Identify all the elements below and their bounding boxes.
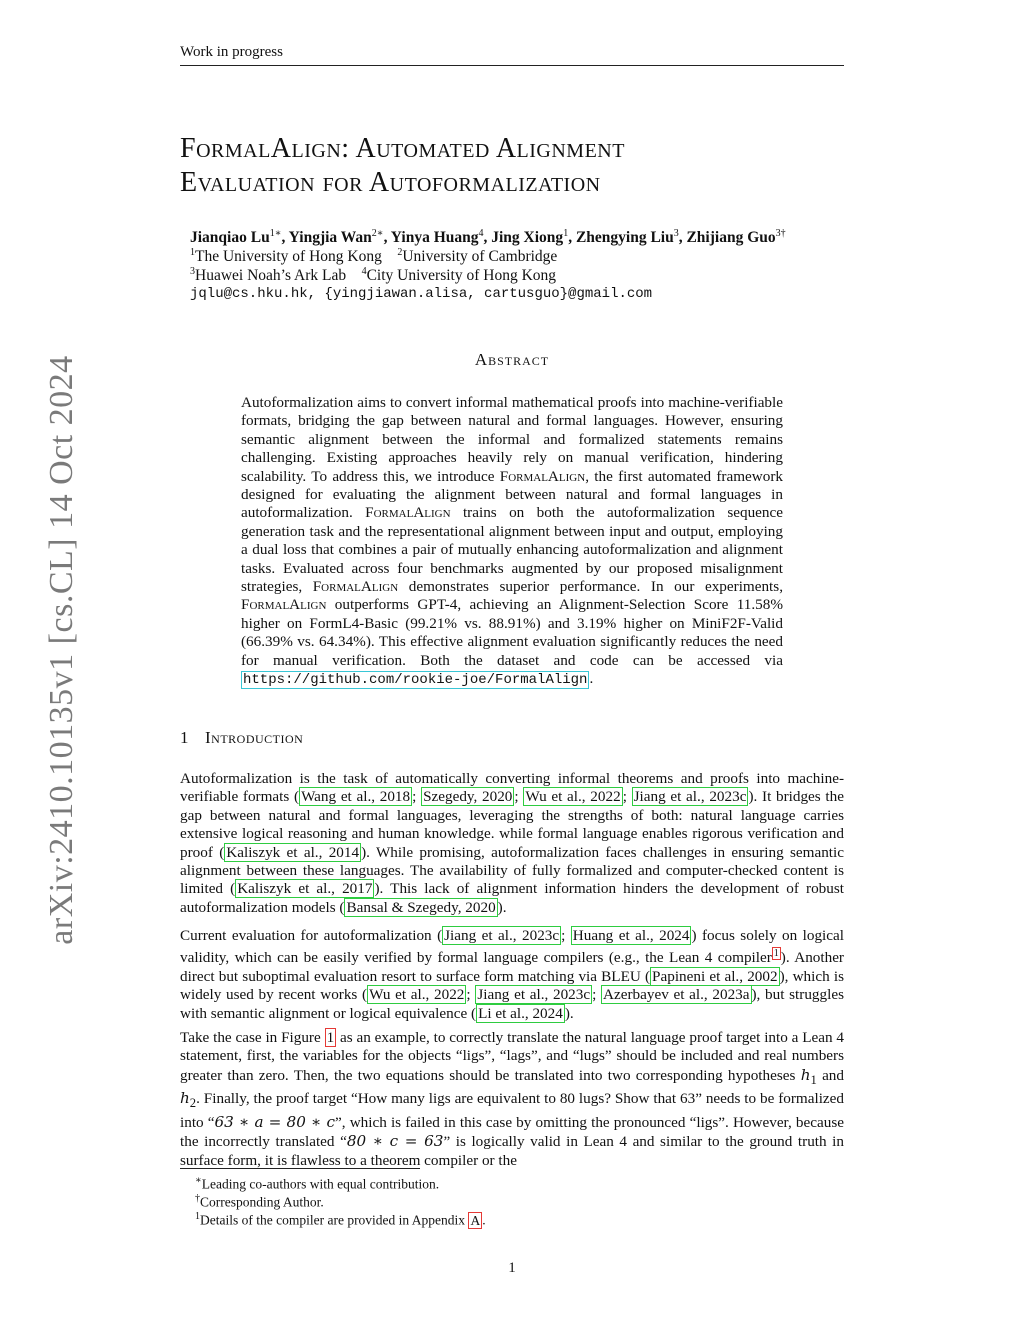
citation-link[interactable]: Kaliszyk et al., 2017 (237, 880, 373, 898)
citation-link[interactable]: Huang et al., 2024 (572, 927, 690, 944)
equation: 63 ∗ a = 80 ∗ c (214, 1112, 336, 1131)
author-name: Zhijiang Guo (686, 229, 776, 247)
github-link[interactable]: https://github.com/rookie-joe/FormalAlign (243, 672, 588, 689)
affiliation-row-2: $^3$Huawei Noah’s Ark Lab $^4$City University of Hong Kong (190, 266, 557, 285)
citation-link[interactable]: Papineni et al., 2002 (652, 967, 778, 985)
author-name: Zhengying Liu (575, 229, 674, 247)
intro-paragraph-1: Autoformalization is the task of automatically converting informal theorems and proofs into machine-verifiable formats ( Wang et al., 2018 ; Szegedy, 2020 ; Wu et al., 2022 ; Jiang et al., 2023c ). It bridges the gap between natural and formal languages, leveraging the strengths of both: natural language carries extensive logical reasoning and human knowledge. while formal language enables rigorous verification and proof ( Kaliszyk et al., 2014 ). While promising, autoformalization faces challenges in ensuring semantic alignment between these languages. The availability of fully formalized and computer-checked content is limited ( Kaliszyk et al., 2017 ). This lack of alignment information hinders the development of robust autoformalization models ( Bansal & Szegedy, 2020 ). (180, 770, 844, 916)
figure-ref[interactable]: 1 (326, 1029, 335, 1046)
footnote-ref[interactable]: 1 (773, 948, 779, 960)
author-list: Jianqiao $Lu^{1∗}$, Yingjia Wan$^{2∗}$, Yinya Huang$^4$, Jing Xiong$^1$, Zhengying Liu$^3$, Zhijiang Guo$^{3\dagger}$ (190, 228, 786, 247)
abstract-body: Autoformalization aims to convert informal mathematical proofs into machine-verifiable formats, bridging the gap between natural and formal languages. However, ensuring semantic alignment between the informal and formalized statements remains challenging. Existing approaches heavily rely on manual verification, hindering scalability. To address this, we introduce FormalAlign, the first automated framework designed for evaluating the alignment between natural and formal languages in autoformalization. FormalAlign trains on both the autoformalization sequence generation task and the representational alignment between input and output, employing a dual loss that combines a pair of mutually enhancing autoformalization and alignment tasks. Evaluated across four benchmarks augmented by our proposed misalignment strategies, FormalAlign demonstrates superior performance. In our experiments, FormalAlign outperforms GPT-4, achieving an Alignment-Selection Score 11.58% higher on FormL4-Basic (99.21% vs. 88.91%) and 3.19% higher on MiniF2F-Valid (66.39% vs. 64.34%). This effective alignment evaluation significantly reduces the need for manual verification. Both the dataset and code can be accessed via https://github.com/rookie-joe/FormalAlign . (241, 394, 783, 689)
footnote-3: $^1$Details of the compiler are provided in Appendix A . (195, 1211, 486, 1228)
citation-link[interactable]: Bansal & Szegedy, 2020 (346, 898, 496, 916)
citation-link[interactable]: Wu et al., 2022 (525, 788, 621, 806)
title-line-1: FormalAlign: Automated Alignment (180, 133, 625, 164)
author-name: Jing Xiong (491, 229, 564, 247)
arxiv-stamp: arXiv:2410.10135v1 [cs.CL] 14 Oct 2024 (43, 355, 80, 945)
citation-link[interactable]: Szegedy, 2020 (423, 788, 513, 806)
paper-title (180, 132, 844, 200)
citation-link[interactable]: Wang et al., 2018 (301, 788, 411, 806)
equation: 80 ∗ c = 63 (346, 1132, 444, 1151)
citation-link[interactable]: Kaliszyk et al., 2014 (226, 843, 360, 861)
citation-link[interactable]: Li et al., 2024 (478, 1004, 563, 1022)
affiliation-row-1: $^1$The University of Hong Kong $^2$University of Cambridge (190, 247, 558, 266)
citation-link[interactable]: Jiang et al., 2023c (477, 986, 591, 1004)
footnote-1: ∗Leading co-authors with equal contribution. (195, 1175, 440, 1192)
title-line-2: Evaluation for Autoformalization (180, 167, 601, 198)
citation-link[interactable]: Azerbayev et al., 2023a (603, 986, 750, 1004)
citation-link[interactable]: Jiang et al., 2023c (444, 927, 560, 944)
author-name: Yingjia Wan (288, 229, 372, 247)
page-number: 1 (508, 1260, 516, 1276)
author-emails: jqlu@cs.hku.hk, {yingjiawan.alisa, cartusguo}@gmail.com (190, 286, 653, 302)
author-name: Yinya Huang (390, 229, 479, 247)
intro-paragraph-3: Take the case in Figure 1 as an example, to correctly translate the natural language proof target into a Lean 4 statement, first, the variables for the objects “ligs”, “lags”, and “lugs” should be included and real numbers greater than zero. Then, the two equations should be translated into two corresponding hypotheses $h_1$ and $h_2$. Finally, the proof target “How many ligs are equivalent to 80 lugs? Show that 63” needs to be formalized into “63 ∗ a = 80 ∗ c”, which is failed in this case by omitting the pronounced “ligs”. However, because the incorrectly translated “80 ∗ c = 63” is logically valid in Lean 4 and similar to the ground truth in surface form, it is flawless to a theorem compiler or the (180, 1029, 844, 1169)
running-header: Work in progress (180, 44, 283, 60)
footnote-2: †Corresponding Author. (195, 1193, 324, 1210)
intro-paragraph-2: Current evaluation for autoformalization ( Jiang et al., 2023c ; Huang et al., 2024 ) focus solely on logical validity, which can be easily verified by formal language compilers (e.g., the Lean 4 compiler $^1$ ). Another direct but suboptimal evaluation resort to surface form matching via BLEU ( Papineni et al., 2002 ), which is widely used by recent works ( Wu et al., 2022 ; Jiang et al., 2023c ; Azerbayev et al., 2023a ), but struggles with semantic alignment or logical equivalence ( Li et al., 2024 ). (180, 927, 844, 1022)
citation-link[interactable]: Wu et al., 2022 (369, 986, 465, 1004)
header-rule (180, 65, 844, 66)
citation-link[interactable]: Jiang et al., 2023c (633, 788, 747, 806)
footnote-rule (180, 1168, 420, 1169)
author-name: Jianqiao Lu (190, 229, 270, 247)
abstract-heading: Abstract (474, 350, 550, 369)
appendix-ref[interactable]: A (470, 1212, 481, 1228)
section-heading: 1 Introduction (180, 728, 304, 747)
